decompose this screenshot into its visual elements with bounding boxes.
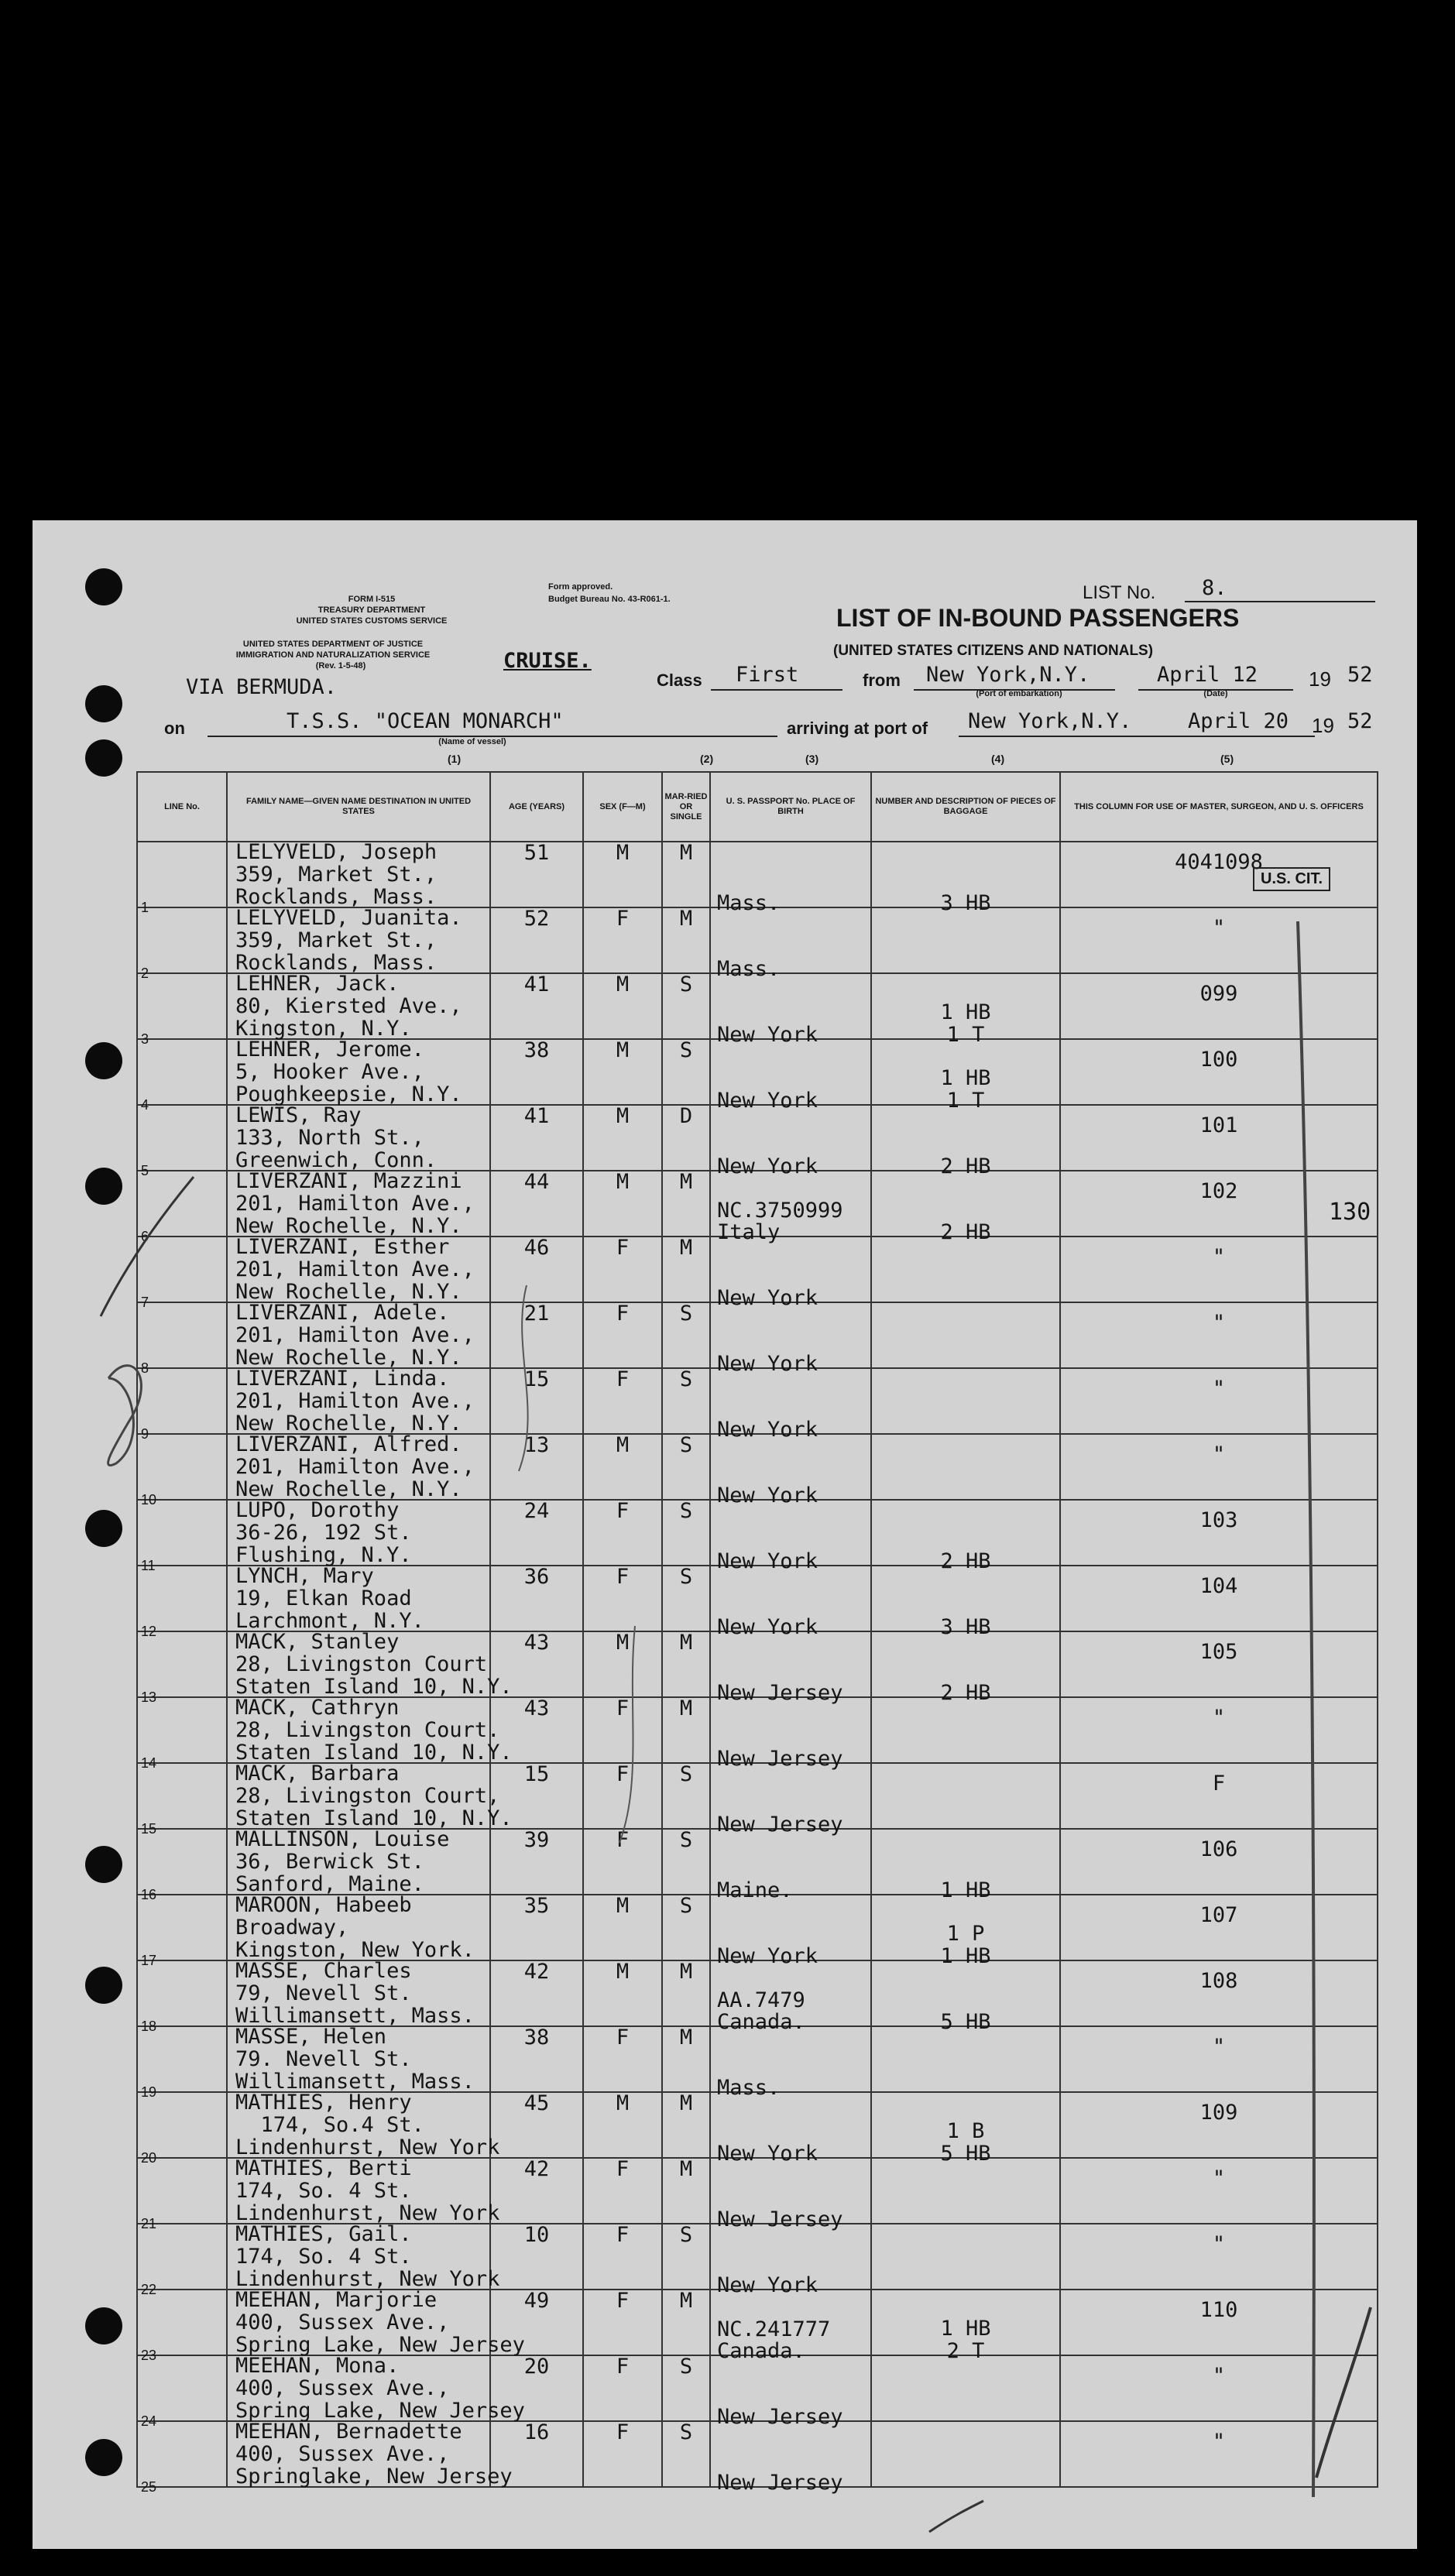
passenger-name-address: MASSE, Charles 79, Nevell St. Willimansett, Mass. — [235, 1959, 475, 2028]
officer-entry: 4041098 — [1175, 850, 1263, 874]
officer-entry: 106 — [1199, 1837, 1238, 1861]
passenger-marital: M — [679, 907, 693, 931]
officer-entry: 105 — [1199, 1640, 1238, 1664]
treasury-dept: TREASURY DEPARTMENT — [317, 605, 426, 615]
line-number: 9 — [141, 1426, 149, 1442]
pencil-stroke — [1316, 2307, 1371, 2478]
passenger-age: 44 — [523, 1170, 550, 1194]
passenger-age: 15 — [523, 1367, 550, 1391]
officer-entry: " — [1212, 1442, 1226, 1466]
passenger-age: 15 — [523, 1762, 550, 1786]
passenger-age: 42 — [523, 1960, 550, 1984]
pencil-eight — [108, 1366, 142, 1466]
place-of-birth: New Jersey — [717, 2207, 843, 2231]
line-number: 3 — [141, 1031, 149, 1047]
passport-number: NC.3750999 — [717, 1199, 843, 1223]
line-number: 1 — [141, 900, 149, 915]
passenger-age: 42 — [523, 2157, 550, 2181]
line-number: 20 — [141, 2150, 157, 2166]
passenger-name-address: LYNCH, Mary 19, Elkan Road Larchmont, N.Y. — [235, 1564, 424, 1633]
place-of-birth: New York — [717, 1352, 818, 1376]
passenger-name-address: MACK, Stanley 28, Livingston Court Staten Island 10, N.Y. — [235, 1630, 513, 1699]
officer-entry: 107 — [1199, 1903, 1238, 1927]
officer-entry: " — [1212, 2364, 1226, 2388]
passenger-sex: F — [616, 1499, 630, 1523]
passenger-sex: F — [616, 2420, 630, 2444]
arrive-year: 52 — [1347, 709, 1373, 733]
place-of-birth: New York — [717, 1484, 818, 1508]
line-number: 17 — [141, 1953, 157, 1968]
passenger-marital: S — [679, 1828, 693, 1852]
passenger-age: 52 — [523, 907, 550, 931]
place-of-birth: New York — [717, 1418, 818, 1442]
passenger-age: 49 — [523, 2289, 550, 2313]
passenger-sex: F — [616, 1565, 630, 1589]
line-number: 8 — [141, 1360, 149, 1376]
budget-bureau: Budget Bureau No. 43-R061-1. — [548, 595, 671, 604]
ins-service: IMMIGRATION AND NATURALIZATION SERVICE — [235, 650, 431, 660]
passenger-sex: F — [616, 1236, 630, 1260]
revision: (Rev. 1-5-48) — [315, 661, 366, 671]
from-port: New York,N.Y. — [926, 663, 1090, 687]
passenger-age: 16 — [523, 2420, 550, 2444]
line-number: 15 — [141, 1821, 157, 1837]
baggage: 1 P 1 HB — [940, 1922, 991, 1968]
passenger-name-address: LIVERZANI, Alfred. 201, Hamilton Ave., New Rochelle, N.Y. — [235, 1432, 475, 1501]
officer-entry: " — [1212, 1245, 1226, 1269]
officer-entry: " — [1212, 1311, 1226, 1335]
col-num-3: (3) — [805, 753, 819, 765]
year-prefix: 19 — [1309, 667, 1331, 691]
passenger-name-address: LEWIS, Ray 133, North St., Greenwich, Conn. — [235, 1103, 438, 1172]
place-of-birth: New Jersey — [717, 2471, 843, 2495]
passenger-sex: F — [616, 1302, 630, 1326]
col-num-1: (1) — [448, 753, 462, 765]
passenger-name-address: MEEHAN, Bernadette 400, Sussex Ave., Springlake, New Jersey — [235, 2420, 513, 2489]
class-value: First — [736, 663, 799, 687]
place-of-birth: Mass. — [717, 957, 781, 981]
passenger-marital: M — [679, 1170, 693, 1194]
passenger-marital: S — [679, 1894, 693, 1918]
col-passport: U. S. PASSPORT No. PLACE OF BIRTH — [710, 772, 871, 842]
form-approved: Form approved. — [548, 582, 613, 592]
line-number: 19 — [141, 2084, 157, 2100]
place-of-birth: New York — [717, 1023, 818, 1047]
baggage: 1 HB 2 T — [940, 2317, 991, 2363]
passenger-marital: S — [679, 1038, 693, 1062]
officer-entry: 108 — [1199, 1969, 1238, 1993]
line-number: 23 — [141, 2348, 157, 2363]
passenger-age: 24 — [523, 1499, 550, 1523]
officer-entry: " — [1212, 2035, 1226, 2059]
passenger-sex: M — [616, 1894, 630, 1918]
passenger-name-address: LEHNER, Jack. 80, Kiersted Ave., Kingston, N.Y. — [235, 972, 462, 1041]
passenger-marital: M — [679, 1236, 693, 1260]
passenger-age: 39 — [523, 1828, 550, 1852]
from-date: April 12 — [1157, 663, 1258, 687]
col-num-2: (2) — [700, 753, 714, 765]
passenger-age: 38 — [523, 2025, 550, 2049]
passenger-sex: F — [616, 2157, 630, 2181]
col-num-5: (5) — [1220, 753, 1234, 765]
passenger-age: 20 — [523, 2355, 550, 2379]
passenger-name-address: LEHNER, Jerome. 5, Hooker Ave., Poughkeepsie, N.Y. — [235, 1038, 462, 1106]
passenger-age: 43 — [523, 1696, 550, 1720]
passenger-name-address: LIVERZANI, Adele. 201, Hamilton Ave., New Rochelle, N.Y. — [235, 1301, 475, 1370]
passenger-marital: S — [679, 2420, 693, 2444]
officer-entry: 109 — [1199, 2101, 1238, 2125]
arrive-date: April 20 — [1188, 709, 1289, 733]
place-of-birth: New Jersey — [717, 1813, 843, 1837]
line-number: 2 — [141, 966, 149, 981]
line-number: 6 — [141, 1229, 149, 1244]
passenger-age: 51 — [523, 841, 550, 865]
line-number: 5 — [141, 1163, 149, 1178]
passenger-age: 46 — [523, 1236, 550, 1260]
passenger-sex: M — [616, 972, 630, 996]
class-label: Class — [657, 671, 702, 690]
line-number: 24 — [141, 2413, 157, 2429]
line-number: 21 — [141, 2216, 157, 2231]
passenger-marital: S — [679, 1565, 693, 1589]
passenger-name-address: LIVERZANI, Linda. 201, Hamilton Ave., New Rochelle, N.Y. — [235, 1367, 475, 1435]
passenger-name-address: LIVERZANI, Esther 201, Hamilton Ave., New Rochelle, N.Y. — [235, 1235, 475, 1304]
passport-number: AA.7479 — [717, 1988, 805, 2012]
officer-entry: " — [1212, 1377, 1226, 1401]
place-of-birth: Canada. — [717, 2339, 805, 2363]
line-number: 4 — [141, 1097, 149, 1113]
passenger-sex: F — [616, 2025, 630, 2049]
passenger-marital: M — [679, 2091, 693, 2115]
place-of-birth: New York — [717, 1944, 818, 1968]
officer-entry: 103 — [1199, 1508, 1238, 1532]
passenger-name-address: MAROON, Habeeb Broadway, Kingston, New York. — [235, 1893, 475, 1962]
baggage: 3 HB — [940, 891, 991, 915]
passenger-sex: M — [616, 1038, 630, 1062]
passenger-sex: F — [616, 1828, 630, 1852]
passenger-age: 41 — [523, 972, 550, 996]
baggage: 1 HB — [940, 1878, 991, 1902]
place-of-birth: New York — [717, 1154, 818, 1178]
passenger-age: 36 — [523, 1565, 550, 1589]
baggage: 1 B 5 HB — [940, 2119, 991, 2166]
officer-entry: 102 — [1199, 1179, 1238, 1203]
dept-justice: UNITED STATES DEPARTMENT OF JUSTICE — [242, 640, 424, 649]
officer-entry: " — [1212, 2166, 1226, 2190]
passenger-marital: D — [679, 1104, 693, 1128]
passenger-name-address: MEEHAN, Mona. 400, Sussex Ave., Spring Lake, New Jersey — [235, 2354, 525, 2423]
passenger-marital: S — [679, 2355, 693, 2379]
officer-entry: 100 — [1199, 1048, 1238, 1072]
line-number: 10 — [141, 1492, 157, 1508]
arrive-port: New York,N.Y. — [968, 709, 1132, 733]
officer-entry: F — [1212, 1772, 1226, 1796]
us-citizen-stamp: U.S. CIT. — [1253, 867, 1330, 891]
passenger-name-address: MATHIES, Gail. 174, So. 4 St. Lindenhurst, New York — [235, 2222, 500, 2291]
passenger-sex: F — [616, 1762, 630, 1786]
passenger-sex: M — [616, 1170, 630, 1194]
passenger-name-address: MEEHAN, Marjorie 400, Sussex Ave., Spring Lake, New Jersey — [235, 2288, 525, 2357]
line-number: 18 — [141, 2019, 157, 2034]
col-age: AGE (YEARS) — [490, 772, 583, 842]
place-of-birth: Italy — [717, 1220, 781, 1244]
baggage: 2 HB — [940, 1154, 991, 1178]
passenger-marital: S — [679, 972, 693, 996]
passenger-age: 43 — [523, 1631, 550, 1655]
passenger-marital: S — [679, 1433, 693, 1457]
passenger-marital: S — [679, 1499, 693, 1523]
passenger-name-address: LUPO, Dorothy 36-26, 192 St. Flushing, N.Y. — [235, 1498, 412, 1567]
passenger-age: 13 — [523, 1433, 550, 1457]
col-officers: THIS COLUMN FOR USE OF MASTER, SURGEON, AND U. S. OFFICERS — [1060, 772, 1378, 842]
passenger-marital: M — [679, 2289, 693, 2313]
place-of-birth: New Jersey — [717, 2405, 843, 2429]
line-number: 12 — [141, 1624, 157, 1639]
pencil-check — [101, 1177, 194, 1316]
col-baggage: NUMBER AND DESCRIPTION OF PIECES OF BAGGAGE — [871, 772, 1060, 842]
line-number: 16 — [141, 1887, 157, 1902]
passenger-name-address: MACK, Cathryn 28, Livingston Court. Staten Island 10, N.Y. — [235, 1696, 513, 1765]
passenger-marital: M — [679, 1696, 693, 1720]
passenger-sex: M — [616, 2091, 630, 2115]
list-no-value: 8. — [1202, 576, 1227, 600]
place-of-birth: Mass. — [717, 2076, 781, 2100]
place-of-birth: New Jersey — [717, 1681, 843, 1705]
date-caption: (Date) — [1203, 689, 1228, 698]
line-number: 22 — [141, 2282, 157, 2297]
passenger-name-address: MALLINSON, Louise 36, Berwick St. Sanford, Maine. — [235, 1827, 450, 1896]
year-prefix-2: 19 — [1312, 714, 1334, 737]
passenger-sex: F — [616, 2223, 630, 2247]
officer-entry: " — [1212, 2232, 1226, 2256]
passenger-marital: M — [679, 2025, 693, 2049]
passenger-marital: M — [679, 2157, 693, 2181]
officer-entry: 110 — [1199, 2298, 1238, 2322]
officer-entry: 099 — [1199, 982, 1238, 1006]
passenger-marital: S — [679, 1302, 693, 1326]
line-number: 11 — [141, 1558, 156, 1573]
passport-number: NC.241777 — [717, 2317, 831, 2341]
list-subtitle: (UNITED STATES CITIZENS AND NATIONALS) — [833, 643, 1154, 659]
passenger-age: 10 — [523, 2223, 550, 2247]
place-of-birth: Maine. — [717, 1878, 793, 1902]
passenger-name-address: MACK, Barbara 28, Livingston Court, Staten Island 10, N.Y. — [235, 1761, 513, 1830]
line-number: 14 — [141, 1755, 157, 1771]
place-of-birth: New York — [717, 1615, 818, 1639]
officer-entry: 101 — [1199, 1113, 1238, 1137]
passenger-age: 38 — [523, 1038, 550, 1062]
officer-entry: " — [1212, 916, 1226, 940]
list-no-label: LIST No. — [1083, 582, 1156, 603]
arriving-label: arriving at port of — [787, 719, 928, 738]
place-of-birth: Canada. — [717, 2010, 805, 2034]
list-title: LIST OF IN-BOUND PASSENGERS — [836, 604, 1240, 632]
form-number: FORM I-515 — [348, 595, 396, 604]
passenger-name-address: LIVERZANI, Mazzini 201, Hamilton Ave., New Rochelle, N.Y. — [235, 1169, 475, 1238]
passenger-sex: F — [616, 907, 630, 931]
from-label: from — [863, 671, 901, 690]
passenger-sex: M — [616, 1433, 630, 1457]
baggage: 3 HB — [940, 1615, 991, 1639]
passenger-sex: M — [616, 1960, 630, 1984]
line-number: 25 — [141, 2479, 157, 2495]
baggage: 1 HB 1 T — [940, 1000, 991, 1047]
col-name: FAMILY NAME—GIVEN NAME DESTINATION IN UNITED STATES — [227, 772, 490, 842]
officer-entry: " — [1212, 1706, 1226, 1730]
officer-entry: 104 — [1199, 1574, 1238, 1598]
place-of-birth: Mass. — [717, 891, 781, 915]
baggage: 1 HB 1 T — [940, 1066, 991, 1113]
cruise-label: CRUISE. — [503, 649, 592, 673]
passenger-age: 35 — [523, 1894, 550, 1918]
passenger-marital: S — [679, 1762, 693, 1786]
customs-service: UNITED STATES CUSTOMS SERVICE — [296, 616, 448, 626]
passenger-age: 21 — [523, 1302, 550, 1326]
passenger-sex: M — [616, 1104, 630, 1128]
place-of-birth: New York — [717, 2273, 818, 2297]
baggage: 2 HB — [940, 1681, 991, 1705]
passenger-sex: F — [616, 1696, 630, 1720]
passenger-marital: M — [679, 1960, 693, 1984]
pencil-vertical-line — [1298, 921, 1314, 2497]
passenger-marital: S — [679, 2223, 693, 2247]
passenger-sex: M — [616, 841, 630, 865]
passenger-name-address: MASSE, Helen 79. Nevell St. Willimansett, Mass. — [235, 2025, 475, 2094]
passenger-name-address: LELYVELD, Juanita. 359, Market St., Rocklands, Mass. — [235, 906, 462, 975]
margin-number: 130 — [1329, 1199, 1371, 1226]
port-caption: (Port of embarkation) — [976, 689, 1062, 698]
place-of-birth: New Jersey — [717, 1747, 843, 1771]
passenger-age: 41 — [523, 1104, 550, 1128]
line-number: 7 — [141, 1295, 149, 1310]
place-of-birth: New York — [717, 1089, 818, 1113]
passenger-sex: F — [616, 2355, 630, 2379]
passenger-sex: F — [616, 1367, 630, 1391]
col-num-4: (4) — [991, 753, 1005, 765]
line-number: 13 — [141, 1689, 157, 1705]
officer-entry: " — [1212, 2430, 1226, 2454]
place-of-birth: New York — [717, 1286, 818, 1310]
col-line: LINE No. — [137, 772, 227, 842]
vessel-name: T.S.S. "OCEAN MONARCH" — [287, 709, 564, 733]
place-of-birth: New York — [717, 2142, 818, 2166]
passenger-marital: M — [679, 841, 693, 865]
passenger-marital: M — [679, 1631, 693, 1655]
place-of-birth: New York — [717, 1549, 818, 1573]
col-sex: SEX (F—M) — [583, 772, 662, 842]
passenger-name-address: LELYVELD, Joseph 359, Market St., Rocklands, Mass. — [235, 840, 438, 909]
passenger-sex: F — [616, 2289, 630, 2313]
passenger-name-address: MATHIES, Berti 174, So. 4 St. Lindenhurst, New York — [235, 2156, 500, 2225]
passenger-age: 45 — [523, 2091, 550, 2115]
baggage: 5 HB — [940, 2010, 991, 2034]
baggage: 2 HB — [940, 1549, 991, 1573]
col-married: MAR-RIED OR SINGLE — [662, 772, 710, 842]
baggage: 2 HB — [940, 1220, 991, 1244]
via-bermuda: VIA BERMUDA. — [186, 675, 338, 699]
from-year: 52 — [1347, 663, 1373, 687]
vessel-caption: (Name of vessel) — [438, 737, 506, 746]
on-label: on — [164, 719, 185, 738]
passenger-name-address: MATHIES, Henry 174, So.4 St. Lindenhurst, New York — [235, 2091, 500, 2159]
passenger-sex: M — [616, 1631, 630, 1655]
passenger-marital: S — [679, 1367, 693, 1391]
